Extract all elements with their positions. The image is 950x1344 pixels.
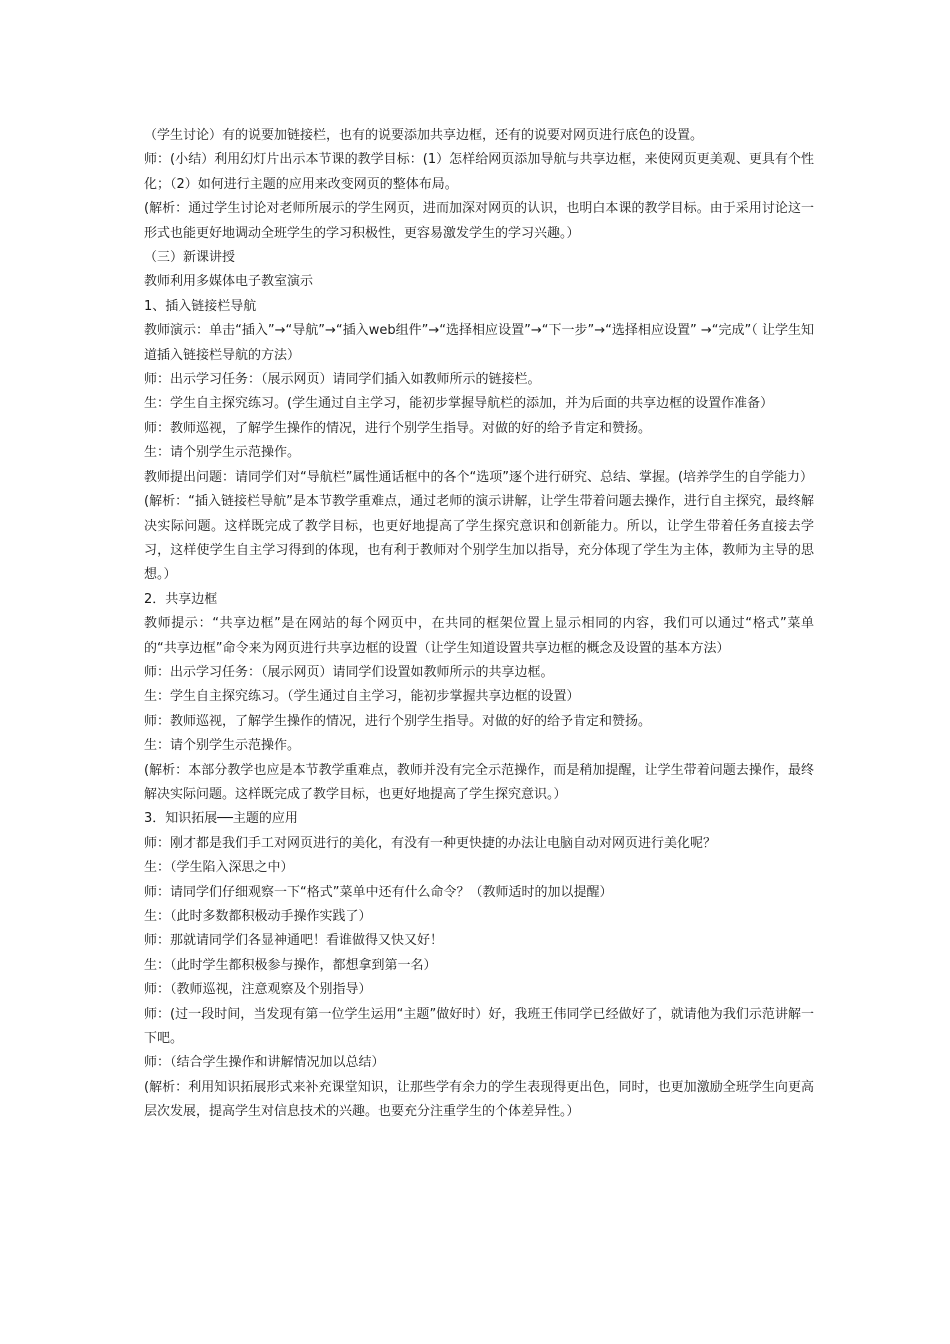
paragraph: 生：请个别学生示范操作。 bbox=[144, 738, 301, 754]
paragraph: 生：（学生陷入深思之中） bbox=[144, 860, 294, 876]
subsection-heading: 1、插入链接栏导航 bbox=[144, 298, 257, 314]
paragraph: 师：出示学习任务：（展示网页）请同学们设置如教师所示的共享边框。 bbox=[144, 664, 554, 680]
paragraph: 教师提示：“共享边框”是在网站的每个网页中，在共同的框架位置上显示相同的内容，我们可以通过“格式”菜单的“共享边框”命令来为网页进行共享边框的设置（让学生知道设置共享边框的概念及设置的基本方法） bbox=[144, 616, 814, 656]
paragraph: 师：(过一段时间，当发现有第一位学生运用“主题”做好时）好，我班王伟同学已经做好了，就请他为我们示范讲解一下吧。 bbox=[144, 1006, 814, 1047]
paragraph: (解析：本部分教学也应是本节教学重难点，教师并没有完全示范操作，而是稍加提醒，让学生带着问题去操作，最终解决实际问题。这样既完成了教学目标，也更好地提高了学生探究意识。） bbox=[144, 762, 814, 802]
paragraph: （学生讨论）有的说要加链接栏，也有的说要添加共享边框，还有的说要对网页进行底色的设置。 bbox=[144, 128, 704, 143]
subsection-heading: 2．共享边框 bbox=[144, 591, 218, 607]
paragraph: 生：学生自主探究练习。（学生通过自主学习，能初步掌握共享边框的设置） bbox=[144, 689, 580, 705]
paragraph: 生：请个别学生示范操作。 bbox=[144, 445, 301, 461]
paragraph: 师：(小结）利用幻灯片出示本节课的教学目标：(1）怎样给网页添加导航与共享边框，来使网页更美观、更具有个性化；（2）如何进行主题的应用来改变网页的整体布局。 bbox=[144, 152, 814, 192]
paragraph: 师：那就请同学们各显神通吧！看谁做得又快又好！ bbox=[144, 933, 444, 949]
paragraph: (解析：通过学生讨论对老师所展示的学生网页，进而加深对网页的认识，也明白本课的教学目标。由于采用讨论这一形式也能更好地调动全班学生的学习积极性，更容易激发学生的学习兴趣。） bbox=[144, 201, 814, 241]
paragraph: 生：（此时学生都积极参与操作，都想拿到第一名） bbox=[144, 957, 437, 973]
paragraph: 师：（结合学生操作和讲解情况加以总结） bbox=[144, 1055, 385, 1071]
paragraph: 师：教师巡视，了解学生操作的情况，进行个别学生指导。对做的好的给予肯定和赞扬。 bbox=[144, 713, 652, 729]
paragraph: 生：学生自主探究练习。(学生通过自主学习，能初步掌握导航栏的添加，并为后面的共享边框的设置作准备） bbox=[144, 396, 774, 412]
paragraph: 教师演示：单击“插入”→“导航”→“插入web组件”→“选择相应设置”→“下一步”→“选择相应设置” →“完成”（ 让学生知道插入链接栏导航的方法） bbox=[144, 323, 814, 363]
paragraph: 教师利用多媒体电子教室演示 bbox=[144, 274, 314, 290]
paragraph: (解析：“插入链接栏导航”是本节教学重难点，通过老师的演示讲解，让学生带着问题去操作，进行自主探究，最终解决实际问题。这样既完成了教学目标，也更好地提高了学生探究意识和创新能力。所以，让学生带着任务直接去学习，这样使学生自主学习得到的体现，也有利于教师对个别学生加以指导，充分体现了学生为主体，教师为主导的思想。） bbox=[144, 494, 814, 583]
paragraph: 师：教师巡视，了解学生操作的情况，进行个别学生指导。对做的好的给予肯定和赞扬。 bbox=[144, 420, 652, 436]
paragraph: 生：（此时多数都积极动手操作实践了） bbox=[144, 909, 372, 924]
paragraph: 师：出示学习任务：（展示网页）请同学们插入如教师所示的链接栏。 bbox=[144, 372, 541, 388]
document-body bbox=[144, 124, 814, 1125]
paragraph: 教师提出问题：请同学们对“导航栏”属性通话框中的各个“选项”逐个进行研究、总结、掌握。(培养学生的自学能力） bbox=[144, 469, 814, 485]
paragraph: (解析：利用知识拓展形式来补充课堂知识，让那些学有余力的学生表现得更出色，同时，也更加激励全班学生向更高层次发展，提高学生对信息技术的兴趣。也要充分注重学生的个体差异性。） bbox=[144, 1079, 814, 1120]
paragraph: 师：请同学们仔细观察一下“格式”菜单中还有什么命令？（教师适时的加以提醒） bbox=[144, 884, 613, 900]
subsection-heading: 3．知识拓展──主题的应用 bbox=[144, 811, 298, 827]
paragraph: 师：刚才都是我们手工对网页进行的美化，有没有一种更快捷的办法让电脑自动对网页进行美化呢？ bbox=[144, 835, 717, 851]
section-heading: （三）新课讲授 bbox=[144, 250, 236, 266]
paragraph: 师：（教师巡视，注意观察及个别指导） bbox=[144, 982, 372, 998]
